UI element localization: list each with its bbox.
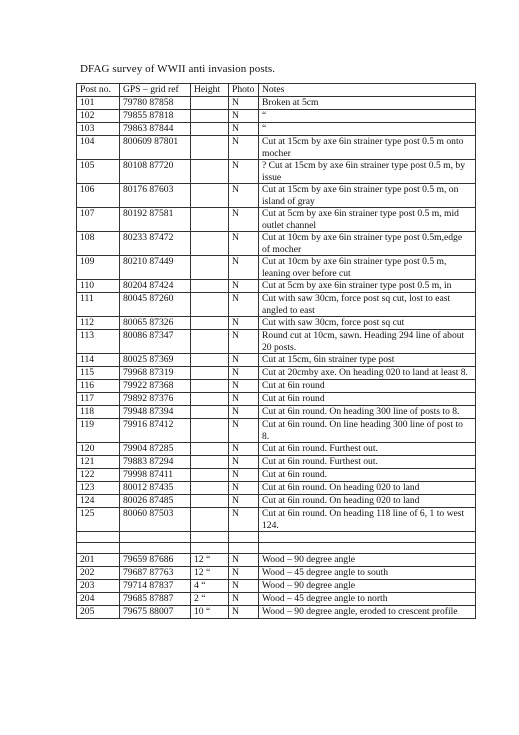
cell-gps: 80026 87485 bbox=[120, 495, 191, 508]
cell-notes bbox=[259, 532, 476, 543]
cell-gps: 79685 87887 bbox=[120, 593, 191, 606]
cell-height: 12 “ bbox=[191, 567, 229, 580]
table-row bbox=[77, 184, 476, 208]
cell-gps bbox=[120, 543, 191, 554]
cell-notes: Cut at 6in round. Furthest out. bbox=[259, 456, 476, 469]
cell-photo: N bbox=[229, 97, 259, 110]
cell-height bbox=[191, 508, 229, 532]
cell-notes: Cut at 6in round bbox=[259, 393, 476, 406]
cell-gps: 800609 87801 bbox=[120, 136, 191, 160]
cell-height bbox=[191, 136, 229, 160]
table-row bbox=[77, 406, 476, 419]
cell-notes: Cut at 6in round. On heading 020 to land bbox=[259, 482, 476, 495]
cell-post-no: 111 bbox=[77, 293, 120, 317]
cell-photo: N bbox=[229, 593, 259, 606]
cell-photo: N bbox=[229, 380, 259, 393]
cell-notes: Wood – 45 degree angle to north bbox=[259, 593, 476, 606]
table-row bbox=[77, 110, 476, 123]
cell-photo bbox=[229, 532, 259, 543]
cell-post-no: 122 bbox=[77, 469, 120, 482]
cell-height bbox=[191, 354, 229, 367]
table-row bbox=[77, 256, 476, 280]
cell-notes: Cut at 6in round. On line heading 300 line of post to 8. bbox=[259, 419, 476, 443]
cell-gps: 80045 87260 bbox=[120, 293, 191, 317]
cell-post-no: 120 bbox=[77, 443, 120, 456]
cell-height: 12 “ bbox=[191, 554, 229, 567]
cell-photo: N bbox=[229, 580, 259, 593]
table-row bbox=[77, 232, 476, 256]
cell-post-no: 118 bbox=[77, 406, 120, 419]
cell-height bbox=[191, 184, 229, 208]
cell-photo: N bbox=[229, 354, 259, 367]
cell-notes: Wood – 45 degree angle to south bbox=[259, 567, 476, 580]
cell-height: 2 “ bbox=[191, 593, 229, 606]
cell-photo: N bbox=[229, 330, 259, 354]
table-row bbox=[77, 123, 476, 136]
cell-photo: N bbox=[229, 508, 259, 532]
table-row bbox=[77, 508, 476, 532]
table-row bbox=[77, 543, 476, 554]
cell-gps: 79948 87394 bbox=[120, 406, 191, 419]
cell-height bbox=[191, 256, 229, 280]
cell-notes: Wood – 90 degree angle, eroded to crescent profile bbox=[259, 606, 476, 619]
cell-photo: N bbox=[229, 554, 259, 567]
cell-height bbox=[191, 406, 229, 419]
cell-height bbox=[191, 280, 229, 293]
cell-photo: N bbox=[229, 160, 259, 184]
cell-gps: 79922 87368 bbox=[120, 380, 191, 393]
cell-height bbox=[191, 419, 229, 443]
cell-photo: N bbox=[229, 232, 259, 256]
cell-photo: N bbox=[229, 123, 259, 136]
cell-notes: Cut with saw 30cm, force post sq cut, lost to east angled to east bbox=[259, 293, 476, 317]
cell-post-no: 101 bbox=[77, 97, 120, 110]
cell-gps: 80210 87449 bbox=[120, 256, 191, 280]
table-row bbox=[77, 593, 476, 606]
cell-post-no: 109 bbox=[77, 256, 120, 280]
cell-post-no: 116 bbox=[77, 380, 120, 393]
survey-table bbox=[76, 83, 476, 619]
header-gps: GPS – grid ref bbox=[120, 84, 191, 97]
cell-gps: 79855 87818 bbox=[120, 110, 191, 123]
cell-notes: Cut at 10cm by axe 6in strainer type post 0.5 m, leaning over before cut bbox=[259, 256, 476, 280]
cell-notes: Cut at 5cm by axe 6in strainer type post 0.5 m, in bbox=[259, 280, 476, 293]
cell-post-no: 204 bbox=[77, 593, 120, 606]
cell-gps: 79883 87294 bbox=[120, 456, 191, 469]
cell-gps: 80192 87581 bbox=[120, 208, 191, 232]
cell-gps: 79863 87844 bbox=[120, 123, 191, 136]
cell-post-no: 103 bbox=[77, 123, 120, 136]
cell-gps: 80233 87472 bbox=[120, 232, 191, 256]
table-row bbox=[77, 606, 476, 619]
cell-post-no: 202 bbox=[77, 567, 120, 580]
table-row bbox=[77, 443, 476, 456]
cell-photo: N bbox=[229, 443, 259, 456]
cell-gps: 79687 87763 bbox=[120, 567, 191, 580]
cell-notes: ? Cut at 15cm by axe 6in strainer type post 0.5 m, by issue bbox=[259, 160, 476, 184]
cell-post-no: 104 bbox=[77, 136, 120, 160]
cell-notes: Cut at 6in round. bbox=[259, 469, 476, 482]
cell-notes: Cut at 6in round. On heading 118 line of 6, 1 to west 124. bbox=[259, 508, 476, 532]
table-row bbox=[77, 532, 476, 543]
cell-post-no: 106 bbox=[77, 184, 120, 208]
document-title: DFAG survey of WWII anti invasion posts. bbox=[80, 63, 276, 75]
cell-notes: Broken at 5cm bbox=[259, 97, 476, 110]
cell-gps: 79998 87411 bbox=[120, 469, 191, 482]
cell-photo: N bbox=[229, 280, 259, 293]
cell-gps: 79780 87858 bbox=[120, 97, 191, 110]
table-row bbox=[77, 456, 476, 469]
cell-notes: Cut at 15cm by axe 6in strainer type post 0.5 m, on island of gray bbox=[259, 184, 476, 208]
cell-notes: “ bbox=[259, 110, 476, 123]
table-row bbox=[77, 293, 476, 317]
cell-notes: Cut at 5cm by axe 6in strainer type post 0.5 m, mid outlet channel bbox=[259, 208, 476, 232]
table-row bbox=[77, 567, 476, 580]
cell-photo: N bbox=[229, 317, 259, 330]
table-row bbox=[77, 380, 476, 393]
cell-height bbox=[191, 123, 229, 136]
cell-height bbox=[191, 443, 229, 456]
cell-height bbox=[191, 232, 229, 256]
cell-notes: Cut at 6in round. Furthest out. bbox=[259, 443, 476, 456]
header-photo: Photo bbox=[229, 84, 259, 97]
cell-height bbox=[191, 317, 229, 330]
cell-post-no: 112 bbox=[77, 317, 120, 330]
cell-height bbox=[191, 532, 229, 543]
table-row bbox=[77, 317, 476, 330]
cell-gps: 80060 87503 bbox=[120, 508, 191, 532]
table-row bbox=[77, 482, 476, 495]
cell-photo: N bbox=[229, 293, 259, 317]
cell-height bbox=[191, 495, 229, 508]
cell-photo: N bbox=[229, 567, 259, 580]
cell-gps: 80108 87720 bbox=[120, 160, 191, 184]
cell-gps: 80012 87435 bbox=[120, 482, 191, 495]
cell-notes: Cut at 15cm, 6in strainer type post bbox=[259, 354, 476, 367]
cell-post-no: 123 bbox=[77, 482, 120, 495]
cell-gps: 79675 88007 bbox=[120, 606, 191, 619]
cell-notes: Cut at 10cm by axe 6in strainer type post 0.5m,edge of mocher bbox=[259, 232, 476, 256]
cell-notes: “ bbox=[259, 123, 476, 136]
cell-notes: Cut with saw 30cm, force post sq cut bbox=[259, 317, 476, 330]
header-height: Height bbox=[191, 84, 229, 97]
header-notes: Notes bbox=[259, 84, 476, 97]
table-row bbox=[77, 393, 476, 406]
cell-photo: N bbox=[229, 406, 259, 419]
cell-notes: Cut at 15cm by axe 6in strainer type post 0.5 m onto mocher bbox=[259, 136, 476, 160]
cell-notes bbox=[259, 543, 476, 554]
cell-notes: Round cut at 10cm, sawn. Heading 294 line of about 20 posts. bbox=[259, 330, 476, 354]
cell-gps: 80204 87424 bbox=[120, 280, 191, 293]
cell-post-no: 113 bbox=[77, 330, 120, 354]
table-row bbox=[77, 280, 476, 293]
cell-photo: N bbox=[229, 208, 259, 232]
cell-post-no: 117 bbox=[77, 393, 120, 406]
cell-photo: N bbox=[229, 256, 259, 280]
table-row bbox=[77, 160, 476, 184]
table-row bbox=[77, 330, 476, 354]
table-header-row bbox=[77, 84, 476, 97]
cell-post-no bbox=[77, 532, 120, 543]
cell-height bbox=[191, 97, 229, 110]
cell-gps: 80086 87347 bbox=[120, 330, 191, 354]
cell-height bbox=[191, 160, 229, 184]
cell-photo: N bbox=[229, 495, 259, 508]
table-row bbox=[77, 354, 476, 367]
cell-gps: 80065 87326 bbox=[120, 317, 191, 330]
table-row bbox=[77, 208, 476, 232]
cell-photo: N bbox=[229, 469, 259, 482]
cell-photo: N bbox=[229, 456, 259, 469]
cell-height bbox=[191, 456, 229, 469]
cell-gps bbox=[120, 532, 191, 543]
cell-notes: Cut at 6in round. On heading 300 line of posts to 8. bbox=[259, 406, 476, 419]
header-post-no: Post no. bbox=[77, 84, 120, 97]
cell-post-no: 205 bbox=[77, 606, 120, 619]
cell-height bbox=[191, 469, 229, 482]
cell-height bbox=[191, 393, 229, 406]
cell-height bbox=[191, 380, 229, 393]
cell-photo: N bbox=[229, 393, 259, 406]
cell-gps: 79892 87376 bbox=[120, 393, 191, 406]
table-row bbox=[77, 367, 476, 380]
cell-photo: N bbox=[229, 136, 259, 160]
cell-photo bbox=[229, 543, 259, 554]
cell-notes: Cut at 6in round bbox=[259, 380, 476, 393]
table-row bbox=[77, 469, 476, 482]
table-row bbox=[77, 97, 476, 110]
cell-height bbox=[191, 293, 229, 317]
cell-notes: Cut at 20cmby axe. On heading 020 to land at least 8. bbox=[259, 367, 476, 380]
cell-post-no: 107 bbox=[77, 208, 120, 232]
table-row bbox=[77, 419, 476, 443]
cell-post-no bbox=[77, 543, 120, 554]
cell-post-no: 102 bbox=[77, 110, 120, 123]
cell-photo: N bbox=[229, 367, 259, 380]
cell-post-no: 201 bbox=[77, 554, 120, 567]
cell-photo: N bbox=[229, 419, 259, 443]
cell-photo: N bbox=[229, 110, 259, 123]
cell-height bbox=[191, 482, 229, 495]
cell-height bbox=[191, 110, 229, 123]
cell-gps: 79714 87837 bbox=[120, 580, 191, 593]
cell-photo: N bbox=[229, 606, 259, 619]
table-row bbox=[77, 495, 476, 508]
cell-notes: Wood – 90 degree angle bbox=[259, 580, 476, 593]
cell-gps: 79904 87285 bbox=[120, 443, 191, 456]
cell-height bbox=[191, 330, 229, 354]
cell-photo: N bbox=[229, 482, 259, 495]
cell-height: 4 “ bbox=[191, 580, 229, 593]
cell-gps: 79916 87412 bbox=[120, 419, 191, 443]
cell-height bbox=[191, 367, 229, 380]
cell-post-no: 203 bbox=[77, 580, 120, 593]
table-row bbox=[77, 580, 476, 593]
cell-gps: 79968 87319 bbox=[120, 367, 191, 380]
cell-gps: 80176 87603 bbox=[120, 184, 191, 208]
cell-post-no: 110 bbox=[77, 280, 120, 293]
cell-height: 10 “ bbox=[191, 606, 229, 619]
cell-height bbox=[191, 543, 229, 554]
cell-post-no: 115 bbox=[77, 367, 120, 380]
cell-gps: 80025 87369 bbox=[120, 354, 191, 367]
cell-post-no: 108 bbox=[77, 232, 120, 256]
table-body bbox=[77, 97, 476, 619]
cell-post-no: 114 bbox=[77, 354, 120, 367]
cell-post-no: 119 bbox=[77, 419, 120, 443]
cell-notes: Wood – 90 degree angle bbox=[259, 554, 476, 567]
cell-notes: Cut at 6in round. On heading 020 to land bbox=[259, 495, 476, 508]
cell-post-no: 125 bbox=[77, 508, 120, 532]
cell-post-no: 121 bbox=[77, 456, 120, 469]
cell-photo: N bbox=[229, 184, 259, 208]
table-row bbox=[77, 554, 476, 567]
cell-gps: 79659 87686 bbox=[120, 554, 191, 567]
table-row bbox=[77, 136, 476, 160]
cell-post-no: 124 bbox=[77, 495, 120, 508]
cell-height bbox=[191, 208, 229, 232]
cell-post-no: 105 bbox=[77, 160, 120, 184]
